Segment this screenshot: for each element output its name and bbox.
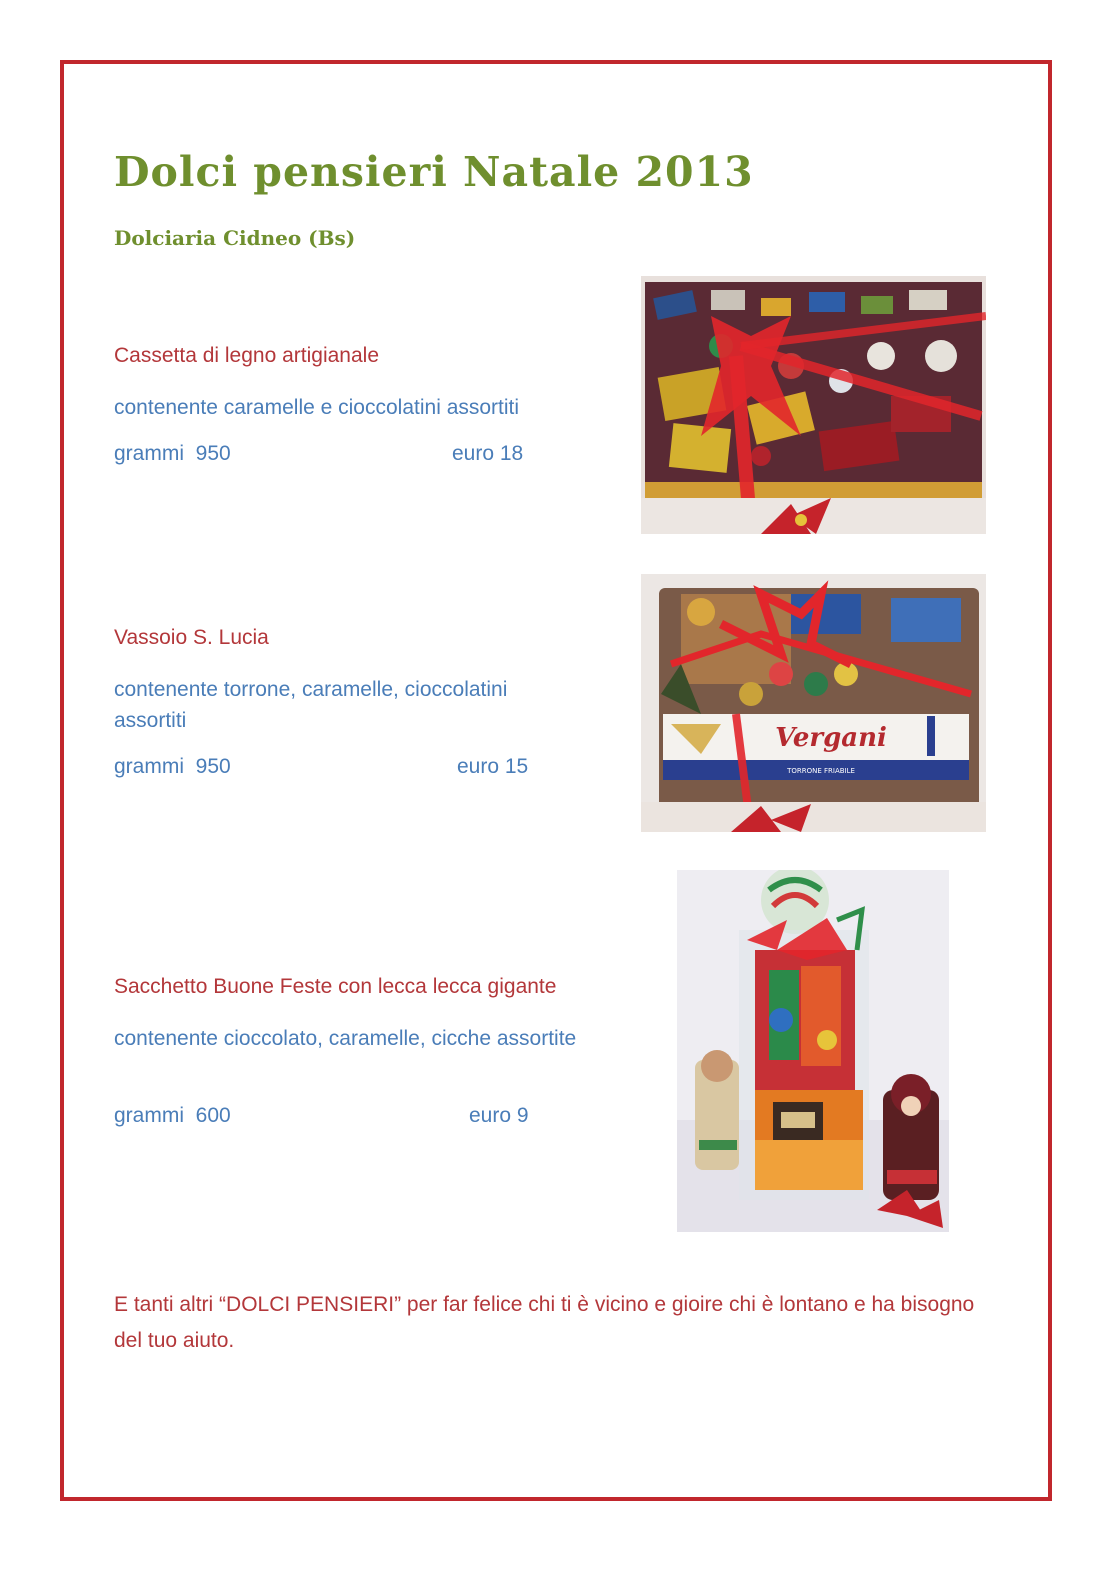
product-3-name: Sacchetto Buone Feste con lecca lecca gigante [114,975,557,998]
product-1-quantity: grammi 950 [114,442,231,465]
page-title: Dolci pensieri Natale 2013 [114,148,754,196]
product-2-name: Vassoio S. Lucia [114,626,269,649]
page-subtitle: Dolciaria Cidneo (Bs) [114,226,356,250]
product-2-price: euro 15 [457,755,529,778]
product-3-quantity: grammi 600 [114,1104,231,1127]
product-3-price: euro 9 [469,1104,529,1127]
product-2-quantity: grammi 950 [114,755,231,778]
footer-note: E tanti altri “DOLCI PENSIERI” per far felice chi ti è vicino e gioire chi è lontano e ha bisogno del tuo aiuto. [114,1293,975,1352]
product-3-photo [677,870,949,1232]
product-2-description: contenente torrone, caramelle, cioccolatini assortiti [114,678,508,732]
torrone-box-brand: Vergani [775,723,887,753]
product-1-name: Cassetta di legno artigianale [114,344,380,367]
torrone-box-caption: TORRONE FRIABILE [787,767,855,775]
product-2-photo [641,574,986,832]
product-3-description: contenente cioccolato, caramelle, cicche assortite [114,1027,577,1050]
product-1-description: contenente caramelle e cioccolatini assortiti [114,396,520,419]
product-1-price: euro 18 [452,442,524,465]
product-1-photo [641,276,986,534]
